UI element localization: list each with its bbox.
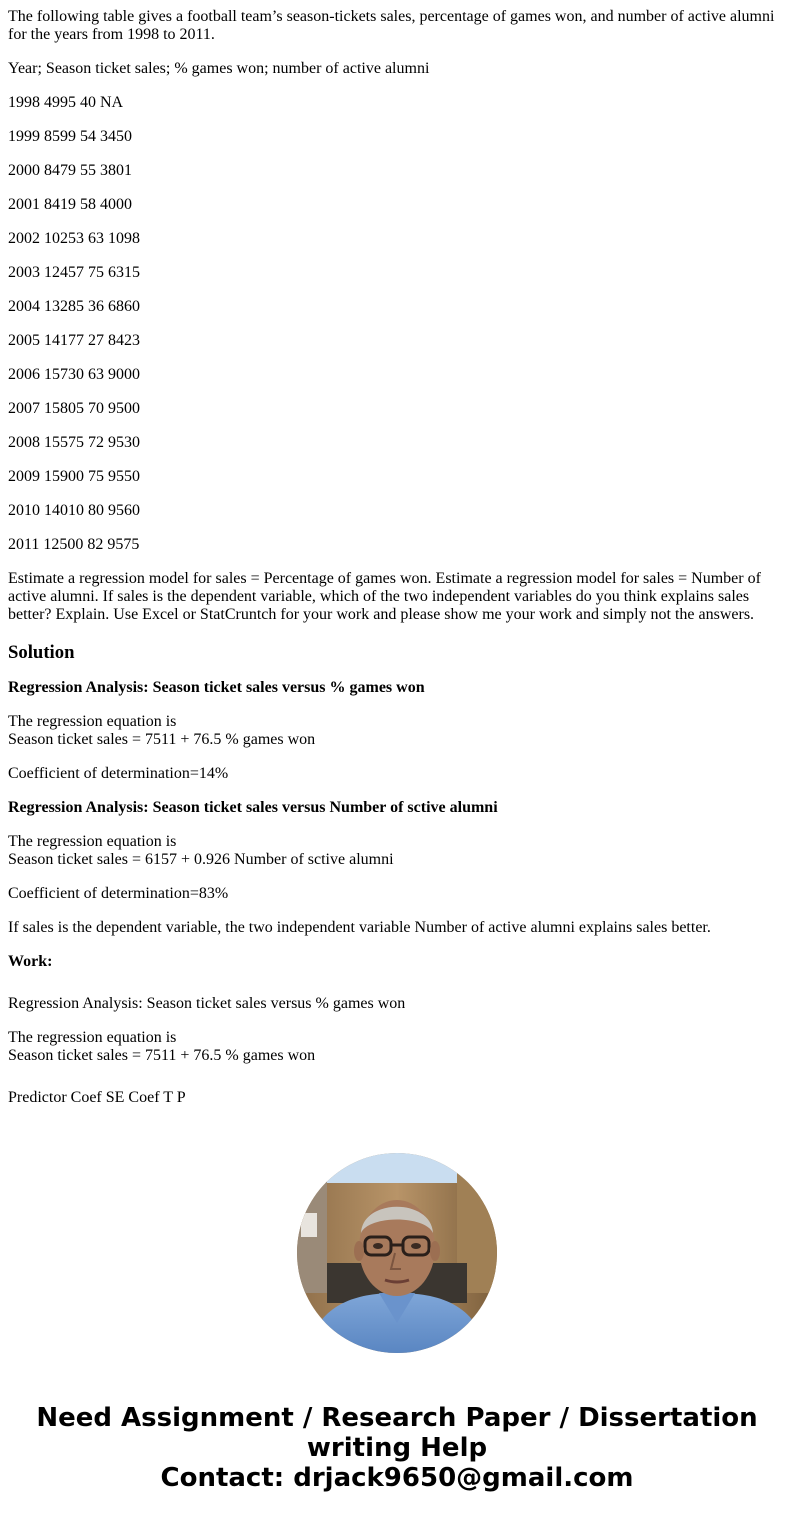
data-row: 2010 14010 80 9560: [8, 502, 140, 519]
banner-line-2: writing Help: [306, 1433, 488, 1463]
data-row: 2005 14177 27 8423: [8, 332, 140, 349]
author-avatar: [297, 1153, 497, 1353]
regression-1-equation-text: Season ticket sales = 7511 + 76.5 % games won: [8, 731, 316, 748]
work-table-header: Predictor Coef SE Coef T P: [8, 1089, 186, 1106]
question-intro: The following table gives a football team’s season-tickets sales, percentage of games won, and number of active alumni for the years from 1998 to 2011.: [8, 8, 775, 43]
regression-1-equation: [8, 713, 786, 749]
regression-1-r-squared: Coefficient of determination=14%: [8, 765, 229, 782]
regression-2-equation-label: The regression equation is: [8, 833, 177, 850]
solution-heading: Solution: [8, 642, 75, 663]
data-row: 2009 15900 75 9550: [8, 468, 140, 485]
banner-contact-line: Contact: drjack9650@gmail.com: [160, 1463, 634, 1493]
data-row: 2008 15575 72 9530: [8, 434, 140, 451]
contact-banner: [0, 1403, 794, 1493]
data-row: 1998 4995 40 NA: [8, 94, 124, 111]
regression-2-equation: [8, 833, 786, 869]
data-row: 2000 8479 55 3801: [8, 162, 132, 179]
work-equation-label: The regression equation is: [8, 1029, 177, 1046]
work-regression-equation: [8, 1029, 786, 1065]
data-rows: [8, 94, 786, 554]
table-header: Year; Season ticket sales; % games won; number of active alumni: [8, 60, 430, 77]
regression-2-title: Regression Analysis: Season ticket sales versus Number of sctive alumni: [8, 799, 498, 816]
regression-1-equation-label: The regression equation is: [8, 713, 177, 730]
spacer: [8, 987, 786, 995]
regression-1-title: Regression Analysis: Season ticket sales versus % games won: [8, 679, 425, 696]
conclusion: If sales is the dependent variable, the two independent variable Number of active alumni explains sales better.: [8, 919, 711, 936]
data-row: 2002 10253 63 1098: [8, 230, 140, 247]
data-row: 2003 12457 75 6315: [8, 264, 140, 281]
banner-line-1: Need Assignment / Research Paper / Dissertation: [36, 1403, 758, 1433]
document-content: [8, 8, 786, 1122]
question-task: Estimate a regression model for sales = Percentage of games won. Estimate a regression model for sales = Number of active alumni. If sales is the dependent variable, which of the two independent variables do you think explains sales better? Explain. Use Excel or StatCruntch for your work and please show me your work and simply not the answers.: [8, 570, 761, 623]
person-portrait-icon: [297, 1153, 497, 1353]
regression-2-r-squared: Coefficient of determination=83%: [8, 885, 229, 902]
data-row: 2006 15730 63 9000: [8, 366, 140, 383]
data-row: 1999 8599 54 3450: [8, 128, 132, 145]
spacer: [8, 1081, 786, 1089]
work-label: Work:: [8, 953, 53, 970]
regression-2-equation-text: Season ticket sales = 6157 + 0.926 Number of sctive alumni: [8, 851, 394, 868]
work-regression-title: Regression Analysis: Season ticket sales versus % games won: [8, 995, 406, 1012]
data-row: 2007 15805 70 9500: [8, 400, 140, 417]
data-row: 2011 12500 82 9575: [8, 536, 140, 553]
data-row: 2001 8419 58 4000: [8, 196, 132, 213]
work-equation-text: Season ticket sales = 7511 + 76.5 % games won: [8, 1047, 316, 1064]
data-row: 2004 13285 36 6860: [8, 298, 140, 315]
